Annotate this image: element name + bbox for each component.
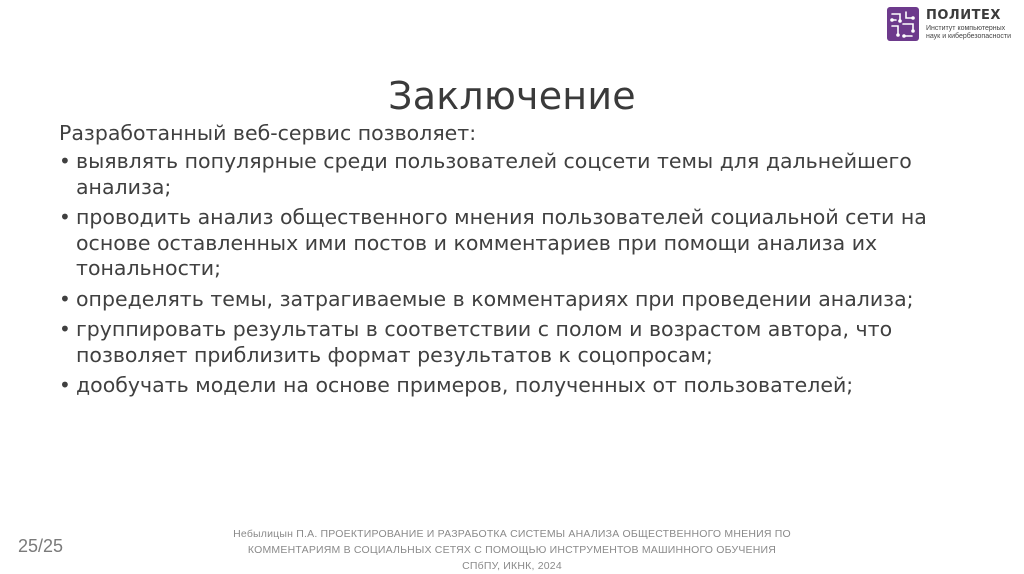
list-item-text: дообучать модели на основе примеров, полученных от пользователей; (76, 373, 854, 397)
list-item (59, 205, 989, 282)
bullet-list (59, 149, 989, 399)
slide-content (59, 120, 989, 404)
logo-subtitle-line: Институт компьютерных (926, 25, 1006, 32)
logo-subtitle-line: наук и кибербезопасности (926, 33, 1011, 40)
logo (886, 6, 1021, 46)
bullet-icon: • (59, 205, 71, 229)
list-item-text: определять темы, затрагиваемые в комментариях при проведении анализа; (76, 286, 914, 311)
footer-line: Небылицын П.А. ПРОЕКТИРОВАНИЕ И РАЗРАБОТКА СИСТЕМЫ АНАЛИЗА ОБЩЕСТВЕННОГО МНЕНИЯ ПО (233, 528, 791, 540)
list-item-text: проводить анализ общественного мнения пользователей социальной сети на основе оставленных ими постов и комментариев при помощи анализа их тональности; (76, 205, 927, 280)
logo-subtitle (926, 25, 1024, 41)
logo-title: ПОЛИТЕХ (926, 8, 1001, 23)
list-item (59, 373, 989, 399)
slide-title: Заключение (388, 74, 636, 118)
bullet-icon: • (59, 149, 71, 173)
list-item (59, 149, 989, 200)
list-item-text: выявлять популярные среди пользователей соцсети темы для дальнейшего анализа; (76, 149, 912, 199)
page-number: 25/25 (18, 536, 64, 556)
footer (200, 526, 824, 574)
footer-line: КОММЕНТАРИЯМ В СОЦИАЛЬНЫХ СЕТЯХ С ПОМОЩЬЮ ИНСТРУМЕНТОВ МАШИННОГО ОБУЧЕНИЯ (247, 544, 777, 556)
footer-line: СПбПУ, ИКНК, 2024 (462, 560, 562, 572)
list-item (59, 287, 989, 313)
bullet-icon: • (59, 373, 71, 397)
bullet-icon: • (59, 286, 71, 311)
intro-text: Разработанный веб-сервис позволяет: (59, 121, 477, 145)
list-item-text: группировать результаты в соответствии с полом и возрастом автора, что позволяет приблизить формат результатов к соцопросам; (76, 317, 893, 367)
circuit-square-icon (886, 6, 920, 42)
bullet-icon: • (59, 317, 71, 341)
list-item (59, 317, 989, 368)
